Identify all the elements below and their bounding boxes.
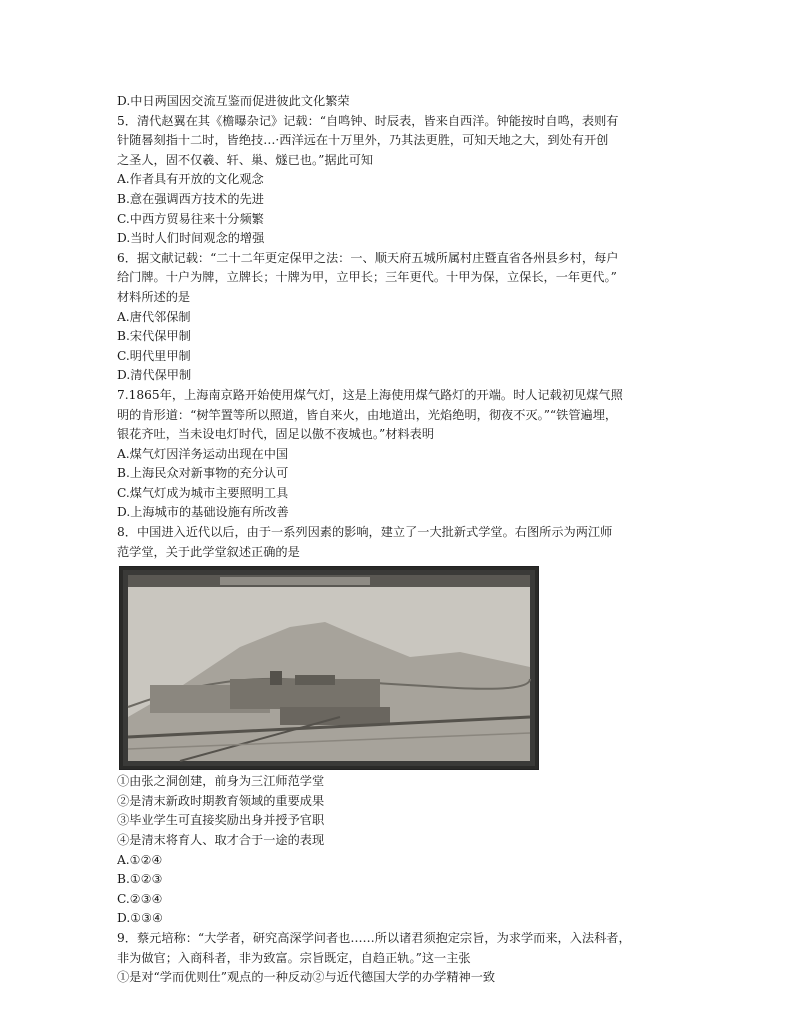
q7-option-d: D.上海城市的基础设施有所改善: [117, 505, 289, 520]
q8-stem-line: 范学堂，关于此学堂叙述正确的是: [117, 544, 300, 559]
illustration-title-strip: [220, 577, 370, 585]
q8-statement-4: ④是清末将育人、取才合于一途的表现: [117, 833, 325, 848]
q8-statement-3: ③毕业学生可直接奖励出身并授予官职: [117, 813, 325, 828]
q6-option-a: A.唐代邻保制: [117, 309, 191, 324]
question-8: [117, 523, 697, 929]
q6-option-c: C.明代里甲制: [117, 348, 191, 363]
q7-stem-line: 7.1865年，上海南京路开始使用煤气灯，这是上海使用煤气路灯的开端。时人记载初见煤气照: [117, 387, 623, 402]
q6-option-d: D.清代保甲制: [117, 368, 192, 383]
exam-page: [117, 92, 697, 988]
q8-option-b: B.①②③: [117, 872, 163, 887]
q8-statement-1: ①由张之洞创建，前身为三江师范学堂: [117, 774, 325, 789]
q4-option-d: D.中日两国因交流互鉴而促进彼此文化繁荣: [117, 94, 350, 108]
q7-option-c: C.煤气灯成为城市主要照明工具: [117, 485, 289, 500]
illustration-hall: [295, 675, 335, 685]
question-9: [117, 929, 697, 988]
q8-option-c: C.②③④: [117, 891, 163, 906]
q8-option-d: D.①③④: [117, 911, 163, 926]
q7-option-b: B.上海民众对新事物的充分认可: [117, 466, 289, 481]
q6-stem-line: 材料所述的是: [117, 289, 191, 304]
q7-stem-line: 明的肯形道：“树竿置等所以照道，皆自来火，由地道出，光焰绝明，彻夜不灭。”“铁管遍埋，: [117, 407, 618, 422]
q5-option-a: A.作者具有开放的文化观念: [117, 172, 264, 187]
school-illustration-drawing: [120, 567, 538, 769]
q5-option-b: B.意在强调西方技术的先进: [117, 191, 264, 206]
q6-option-b: B.宋代保甲制: [117, 329, 191, 344]
q9-stem-line: 非为做官；入商科者，非为致富。宗旨既定，自趋正轨。”这一主张: [117, 950, 471, 965]
q5-stem-line: 针随晷刻指十二时，皆绝技…·西洋远在十万里外，乃其法更胜，可知天地之大，到处有开创: [117, 133, 609, 148]
question-5: [117, 112, 697, 249]
q8-option-a: A.①②④: [117, 852, 163, 867]
q7-option-a: A.煤气灯因洋务运动出现在中国: [117, 446, 289, 461]
q5-option-d: D.当时人们时间观念的增强: [117, 231, 265, 246]
q7-stem-line: 银花齐吐，当未设电灯时代，固足以傲不夜城也。”材料表明: [117, 427, 435, 442]
q6-stem-line: 给门牌。十户为牌，立牌长；十牌为甲，立甲长；三年更代。十甲为保，立保长，一年更代。”: [117, 270, 617, 285]
q5-stem-line: 5．清代赵翼在其《檐曝杂记》记载：“自鸣钟、时辰表，皆来自西洋。钟能按时自鸣，表则有: [117, 113, 619, 128]
q9-stem-line: ①是对“学而优则仕”观点的一种反动②与近代德国大学的办学精神一致: [117, 970, 496, 985]
q6-stem-line: 6．据文献记载：“二十二年更定保甲之法：一、顺天府五城所属村庄暨直省各州县乡村，每户: [117, 250, 619, 265]
question-7: [117, 386, 697, 523]
illustration-front-building: [280, 707, 390, 725]
q8-statement-2: ②是清末新政时期教育领域的重要成果: [117, 793, 325, 808]
school-illustration: [119, 566, 539, 770]
q5-stem-line: 之圣人，固不仅羲、轩、巢、燧已也。”据此可知: [117, 152, 374, 167]
q8-stem-line: 8．中国进入近代以后，由于一系列因素的影响，建立了一大批新式学堂。右图所示为两江师: [117, 525, 613, 540]
q9-stem-line: 9．蔡元培称：“大学者，研究高深学问者也……所以诸君须抱定宗旨，为求学而来，入法科者，: [117, 931, 631, 945]
illustration-tower: [270, 671, 282, 685]
q5-option-c: C.中西方贸易往来十分频繁: [117, 211, 264, 226]
question-6: [117, 249, 697, 386]
